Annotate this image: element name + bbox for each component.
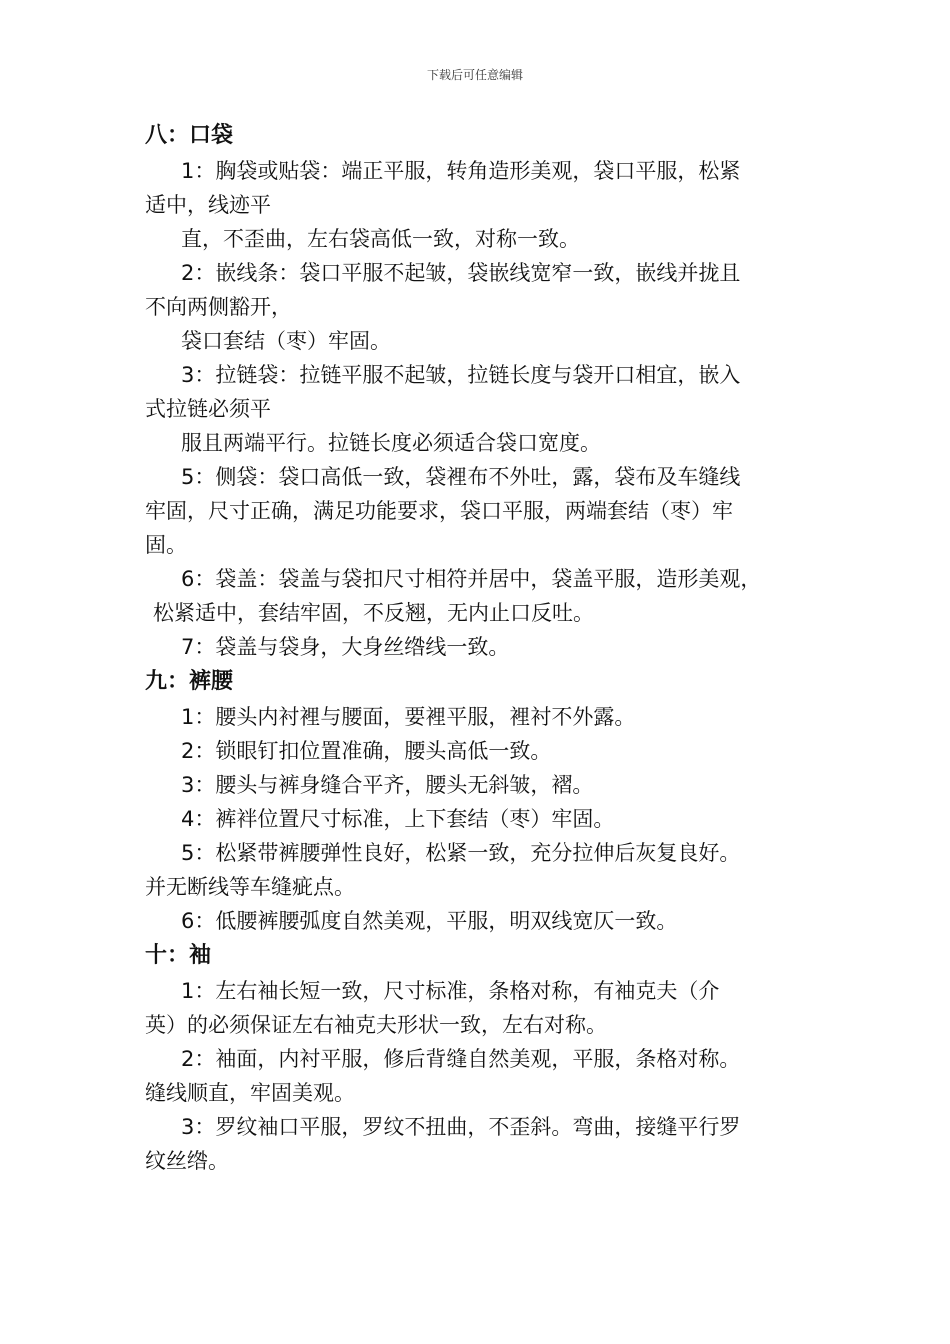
page-header: 下载后可任意编辑: [426, 68, 523, 82]
item-line: 适中，线迹平: [145, 193, 271, 217]
document-body: [145, 118, 810, 1178]
list-item: [145, 734, 810, 768]
item-continuation: 袋口套结（枣）牢固。: [181, 329, 391, 353]
item-continuation: 服且两端平行。拉链长度必须适合袋口宽度。: [181, 431, 601, 455]
section-heading: 九：裤腰: [145, 669, 234, 694]
item-line: 6：袋盖：袋盖与袋扣尺寸相符并居中，袋盖平服，造形美观，: [181, 567, 762, 591]
item-line: 4：裤袢位置尺寸标准，上下套结（枣）牢固。: [181, 807, 615, 831]
list-item: [145, 358, 810, 460]
item-line: 2：嵌线条：袋口平服不起皱，袋嵌线宽窄一致，嵌线并拢且: [181, 261, 741, 285]
list-item: [145, 630, 810, 664]
list-item: [145, 974, 810, 1042]
item-line: 5：松紧带裤腰弹性良好，松紧一致，充分拉伸后灰复良好。: [181, 841, 741, 865]
list-item: [145, 1042, 810, 1110]
list-item: [145, 256, 810, 358]
list-item: [145, 562, 810, 630]
item-line: 1：胸袋或贴袋：端正平服，转角造形美观，袋口平服，松紧: [181, 159, 741, 183]
list-item: [145, 904, 810, 938]
item-line: 不向两侧豁开，: [145, 295, 292, 319]
list-item: [145, 802, 810, 836]
item-line: 缝线顺直，牢固美观。: [145, 1081, 355, 1105]
list-item: [145, 768, 810, 802]
item-line: 纹丝绺。: [145, 1149, 229, 1173]
item-line: 1：腰头内衬裡与腰面，要裡平服，裡衬不外露。: [181, 705, 636, 729]
item-line: 7：袋盖与袋身，大身丝绺线一致。: [181, 635, 510, 659]
item-line: 固。: [145, 533, 187, 557]
item-line: 2：袖面，内衬平服，修后背缝自然美观，平服，条格对称。: [181, 1047, 741, 1071]
item-line: 牢固，尺寸正确，满足功能要求，袋口平服，两端套结（枣）牢: [145, 499, 733, 523]
item-line: 3：拉链袋：拉链平服不起皱，拉链长度与袋开口相宜，嵌入: [181, 363, 741, 387]
item-line: 式拉链必须平: [145, 397, 271, 421]
section-heading: 十：袖: [145, 943, 212, 968]
list-item: [145, 700, 810, 734]
item-line: 2：锁眼钉扣位置准确，腰头高低一致。: [181, 739, 552, 763]
item-line: 英）的必须保证左右袖克夫形状一致，左右对称。: [145, 1013, 607, 1037]
item-continuation: 直，不歪曲，左右袋高低一致，对称一致。: [181, 227, 580, 251]
section-heading: 八：口袋: [145, 123, 234, 148]
list-item: [145, 154, 810, 256]
item-line: 松紧适中，套结牢固，不反翘，无内止口反吐。: [153, 601, 594, 625]
list-item: [145, 1110, 810, 1178]
list-item: [145, 460, 810, 562]
list-item: [145, 836, 810, 904]
item-line: 并无断线等车缝疵点。: [145, 875, 355, 899]
item-line: 3：腰头与裤身缝合平齐，腰头无斜皱，褶。: [181, 773, 594, 797]
item-line: 3：罗纹袖口平服，罗纹不扭曲，不歪斜。弯曲，接缝平行罗: [181, 1115, 741, 1139]
item-line: 1：左右袖长短一致，尺寸标准，条格对称，有袖克夫（介: [181, 979, 720, 1003]
item-line: 6：低腰裤腰弧度自然美观，平服，明双线宽仄一致。: [181, 909, 678, 933]
item-line: 5：侧袋：袋口高低一致，袋裡布不外吐，露，袋布及车缝线: [181, 465, 741, 489]
